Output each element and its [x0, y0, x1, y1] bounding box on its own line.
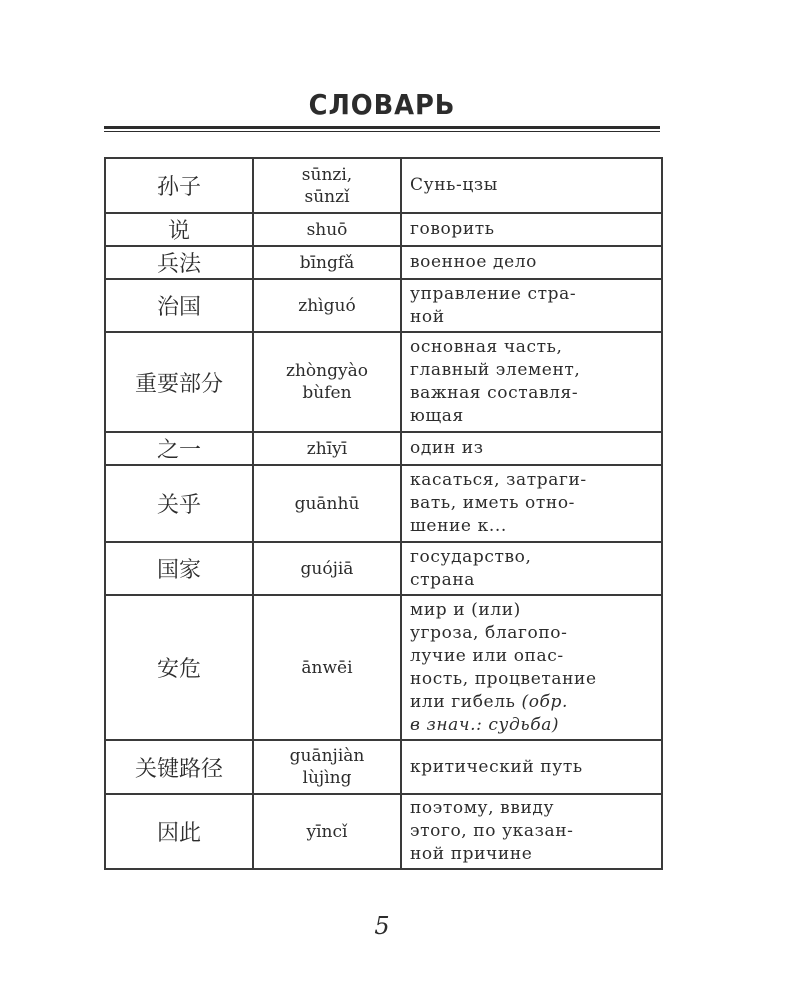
- translation-line: [410, 645, 655, 668]
- pinyin-cell: [253, 542, 401, 595]
- hanzi-cell: 关乎: [105, 465, 253, 542]
- pinyin-line: bùfen: [302, 383, 352, 403]
- translation-line: [410, 218, 655, 241]
- vocabulary-table: [104, 157, 663, 870]
- translation-line: [410, 492, 655, 515]
- translation-cell: [401, 432, 662, 465]
- table-row: [105, 213, 662, 246]
- hanzi-cell: 说: [105, 213, 253, 246]
- title-rule-thin: [104, 131, 660, 132]
- translation-text: главный элемент,: [410, 360, 581, 380]
- translation-line: [410, 174, 655, 197]
- translation-text: поэтому, ввиду: [410, 798, 555, 818]
- pinyin-line: sūnzi,: [301, 164, 353, 185]
- translation-cell: [401, 595, 662, 740]
- translation-text: военное дело: [410, 252, 537, 272]
- pinyin-line: guānjiàn: [289, 746, 365, 766]
- pinyin-line: zhīyī: [306, 438, 348, 459]
- translation-text: (обр.: [521, 691, 568, 712]
- translation-line: [410, 691, 655, 714]
- table-row: [105, 332, 662, 432]
- translation-text: государство,: [410, 546, 532, 567]
- table-row: [105, 465, 662, 542]
- hanzi-cell: 重要部分: [105, 332, 253, 432]
- translation-line: [410, 336, 655, 359]
- translation-line: [410, 469, 655, 492]
- pinyin-line: ānwēi: [301, 657, 353, 678]
- pinyin-line: lùjìng: [302, 768, 352, 788]
- translation-line: [410, 668, 655, 691]
- table-row: [105, 794, 662, 869]
- table-row: [105, 246, 662, 279]
- pinyin-cell: [253, 794, 401, 869]
- hanzi-cell: 孙子: [105, 158, 253, 213]
- translation-text: угроза, благопо-: [410, 622, 568, 643]
- translation-text: мир и (или): [410, 599, 521, 620]
- table-row: [105, 158, 662, 213]
- translation-line: [410, 359, 655, 382]
- translation-cell: [401, 465, 662, 542]
- page-number: 5: [374, 912, 390, 940]
- table-row: [105, 432, 662, 465]
- pinyin-line: sūnzǐ: [304, 186, 350, 207]
- translation-line: [410, 569, 655, 592]
- pinyin-line: shuō: [306, 219, 348, 240]
- translation-line: [410, 283, 655, 306]
- table-row: [105, 740, 662, 794]
- hanzi-cell: 治国: [105, 279, 253, 332]
- pinyin-cell: [253, 465, 401, 542]
- translation-line: [410, 546, 655, 569]
- translation-text: Сунь-цзы: [410, 175, 498, 195]
- translation-cell: [401, 332, 662, 432]
- pinyin-line: bīngfǎ: [299, 252, 355, 273]
- translation-text: ющая: [410, 406, 464, 426]
- translation-text: говорить: [410, 219, 495, 239]
- translation-line: [410, 622, 655, 645]
- pinyin-cell: [253, 279, 401, 332]
- translation-text: ной причине: [410, 844, 533, 864]
- hanzi-cell: 因此: [105, 794, 253, 869]
- translation-line: [410, 405, 655, 428]
- translation-text: важная составля-: [410, 383, 579, 403]
- translation-text: шение к...: [410, 516, 507, 536]
- page-title: СЛОВАРЬ: [308, 88, 456, 121]
- translation-line: [410, 714, 655, 737]
- translation-cell: [401, 213, 662, 246]
- pinyin-cell: [253, 332, 401, 432]
- translation-text: или гибель: [410, 691, 522, 712]
- pinyin-line: guójiā: [300, 558, 354, 579]
- translation-text: основная часть,: [410, 337, 563, 357]
- translation-cell: [401, 740, 662, 794]
- pinyin-cell: [253, 740, 401, 794]
- pinyin-line: zhòngyào: [286, 361, 368, 381]
- pinyin-line: yīncǐ: [306, 821, 348, 842]
- table-row: [105, 595, 662, 740]
- translation-text: ность, процветание: [410, 668, 597, 689]
- translation-line: [410, 251, 655, 274]
- translation-cell: [401, 542, 662, 595]
- translation-line: [410, 382, 655, 405]
- table-row: [105, 279, 662, 332]
- translation-text: вать, иметь отно-: [410, 493, 576, 513]
- title-rule-thick: [104, 126, 660, 129]
- translation-text: лучие или опас-: [410, 645, 564, 666]
- hanzi-cell: 兵法: [105, 246, 253, 279]
- pinyin-line: zhìguó: [298, 295, 356, 316]
- pinyin-line: guānhū: [294, 493, 360, 514]
- translation-text: страна: [410, 569, 476, 590]
- translation-line: [410, 599, 655, 622]
- translation-text: управление стра-: [410, 283, 577, 304]
- hanzi-cell: 关键路径: [105, 740, 253, 794]
- translation-line: [410, 756, 655, 779]
- translation-cell: [401, 246, 662, 279]
- translation-line: [410, 797, 655, 820]
- translation-line: [410, 515, 655, 538]
- translation-text: один из: [410, 438, 484, 458]
- translation-cell: [401, 794, 662, 869]
- translation-line: [410, 843, 655, 866]
- translation-text: в знач.: судьба): [410, 714, 560, 735]
- hanzi-cell: 之一: [105, 432, 253, 465]
- translation-cell: [401, 158, 662, 213]
- translation-cell: [401, 279, 662, 332]
- translation-line: [410, 437, 655, 460]
- translation-line: [410, 306, 655, 329]
- translation-line: [410, 820, 655, 843]
- translation-text: этого, по указан-: [410, 821, 574, 841]
- vocabulary-table-body: [105, 158, 662, 869]
- translation-text: критический путь: [410, 756, 583, 777]
- pinyin-cell: [253, 432, 401, 465]
- hanzi-cell: 国家: [105, 542, 253, 595]
- pinyin-cell: [253, 246, 401, 279]
- table-row: [105, 542, 662, 595]
- pinyin-cell: [253, 213, 401, 246]
- hanzi-cell: 安危: [105, 595, 253, 740]
- pinyin-cell: [253, 595, 401, 740]
- translation-text: касаться, затраги-: [410, 470, 587, 490]
- pinyin-cell: [253, 158, 401, 213]
- translation-text: ной: [410, 306, 445, 327]
